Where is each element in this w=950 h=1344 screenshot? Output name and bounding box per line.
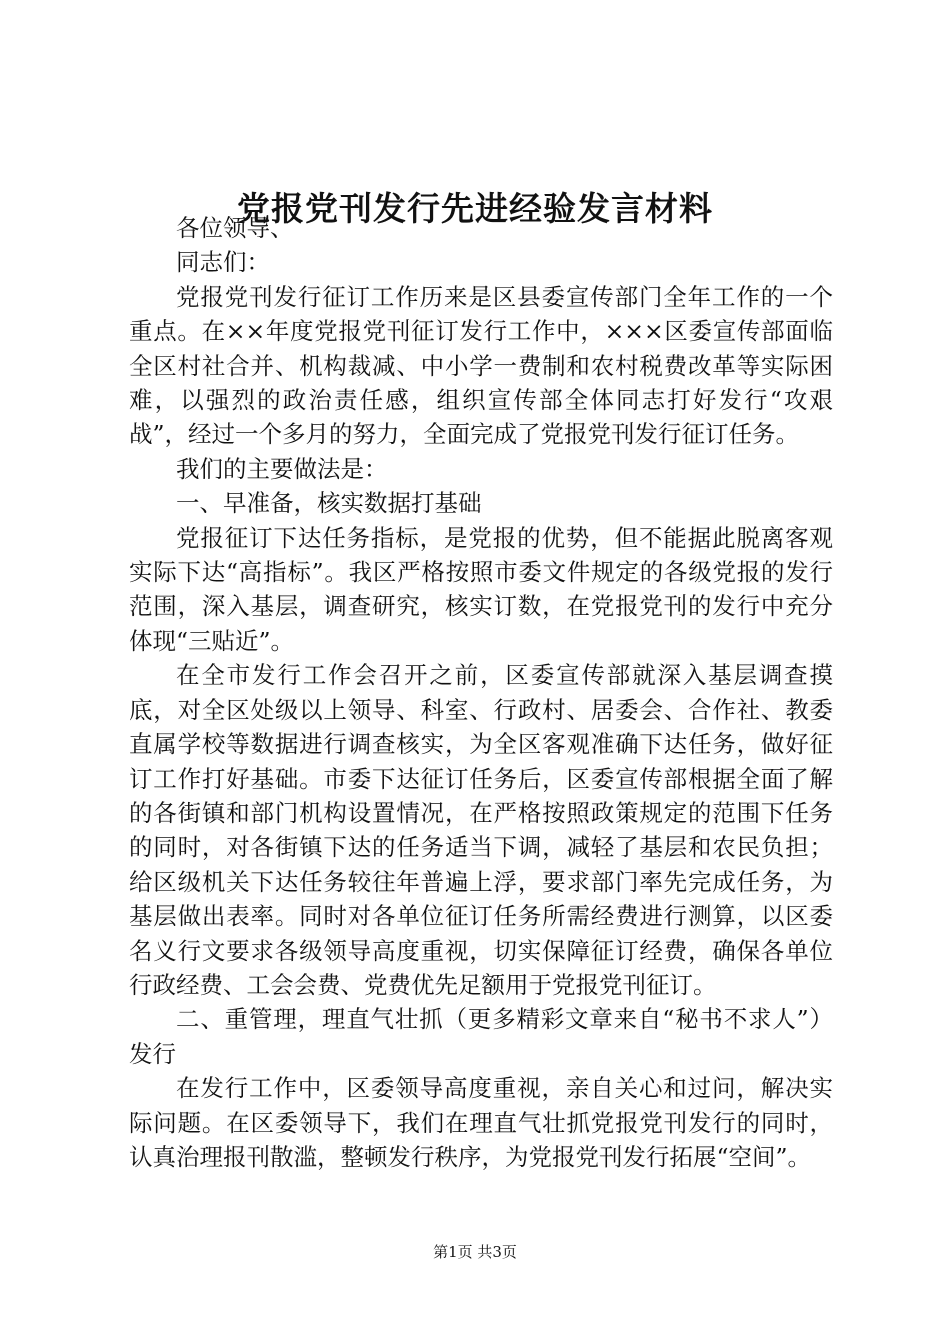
- document-body: [129, 211, 833, 1174]
- paragraph: 同志们：: [176, 248, 270, 277]
- paragraph: 各位领导、: [176, 214, 294, 242]
- section-heading: 一、早准备，核实数据打基础: [176, 489, 482, 518]
- paragraph: 党报党刊发行征订工作历来是区县委宣传部门全年工作的一个重点。在××年度党报党刊征订发行工作中，×××区委宣传部面临全区村社合并、机构裁减、中小学一费制和农村税费改革等实际困难，以强烈的政治责任感，组织宣传部全体同志打好发行“攻艰战”，经过一个多月的努力，全面完成了党报党刊发行征订任务。: [129, 282, 833, 449]
- page-number-footer: 第1页 共3页: [433, 1243, 517, 1261]
- section-heading: 二、重管理，理直气壮抓（更多精彩文章来自“秘书不求人”）发行: [129, 1005, 833, 1068]
- paragraph: 党报征订下达任务指标，是党报的优势，但不能据此脱离客观实际下达“高指标”。我区严格按照市委文件规定的各级党报的发行范围，深入基层，调查研究，核实订数，在党报党刊的发行中充分体现“三贴近”。: [129, 523, 833, 655]
- paragraph: 在发行工作中，区委领导高度重视，亲自关心和过问，解决实际问题。在区委领导下，我们在理直气壮抓党报党刊发行的同时，认真治理报刊散滥，整顿发行秩序，为党报党刊发行拓展“空间”。: [129, 1074, 833, 1171]
- document-title: 党报党刊发行先进经验发言材料: [237, 189, 713, 228]
- paragraph: 我们的主要做法是：: [176, 454, 388, 483]
- paragraph: 在全市发行工作会召开之前，区委宣传部就深入基层调查摸底，对全区处级以上领导、科室、行政村、居委会、合作社、教委直属学校等数据进行调查核实，为全区客观准确下达任务，做好征订工作打好基础。市委下达征订任务后，区委宣传部根据全面了解的各街镇和部门机构设置情况，在严格按照政策规定的范围下任务的同时，对各街镇下达的任务适当下调，减轻了基层和农民负担；给区级机关下达任务较往年普遍上浮，要求部门率先完成任务，为基层做出表率。同时对各单位征订任务所需经费进行测算，以区委名义行文要求各级领导高度重视，切实保障征订经费，确保各单位行政经费、工会会费、党费优先足额用于党报党刊征订。: [129, 661, 833, 999]
